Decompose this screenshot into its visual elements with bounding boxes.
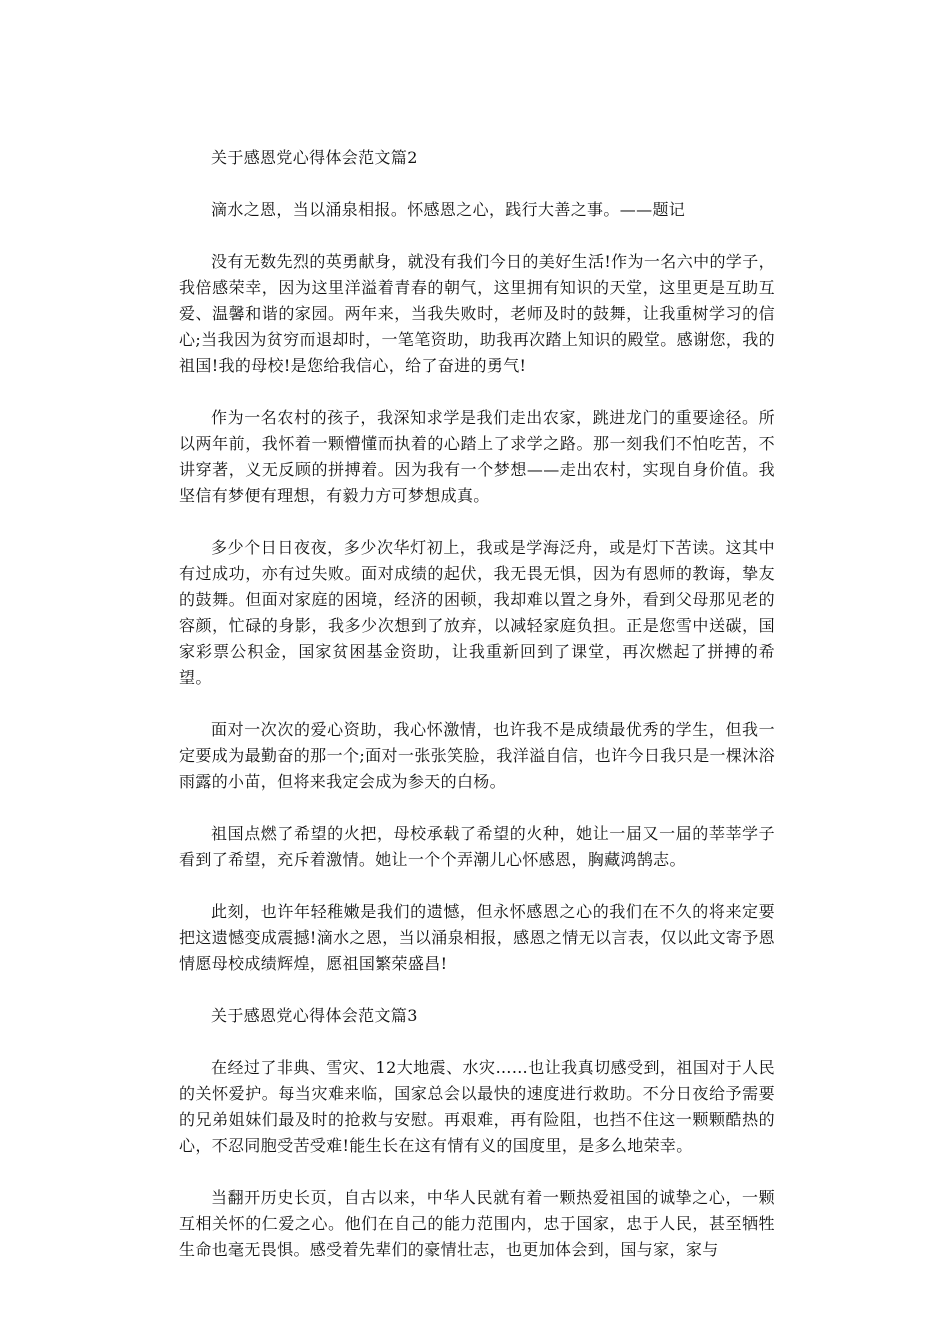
- section2-epigraph: 滴水之恩，当以涌泉相报。怀感恩之心，践行大善之事。——题记: [211, 200, 686, 219]
- section3-title: 关于感恩党心得体会范文篇3: [211, 1006, 418, 1025]
- section2-title: 关于感恩党心得体会范文篇2: [211, 148, 418, 167]
- section2-paragraph-6: 此刻，也许年轻稚嫩是我们的遗憾，但永怀感恩之心的我们在不久的将来定要把这遗憾变成震撼!滴水之恩，当以涌泉相报，感恩之情无以言表，仅以此文寄予恩情愿母校成绩辉煌，愿祖国繁荣盛昌!: [179, 902, 775, 973]
- section2-paragraph-1: 没有无数先烈的英勇献身，就没有我们今日的美好生活!作为一名六中的学子，我倍感荣幸，因为这里洋溢着青春的朝气，这里拥有知识的天堂，这里更是互助互爱、温馨和谐的家园。两年来，当我失败时，老师及时的鼓舞，让我重树学习的信心;当我因为贫穷而退却时，一笔笔资助，助我再次踏上知识的殿堂。感谢您，我的祖国!我的母校!是您给我信心，给了奋进的勇气!: [179, 252, 775, 375]
- document-body: [179, 145, 775, 1289]
- section2-paragraph-3: 多少个日日夜夜，多少次华灯初上，我或是学海泛舟，或是灯下苦读。这其中有过成功，亦有过失败。面对成绩的起伏，我无畏无惧，因为有恩师的教诲，挚友的鼓舞。但面对家庭的困境，经济的困顿，我却难以置之身外，看到父母那见老的容颜，忙碌的身影，我多少次想到了放弃，以减轻家庭负担。正是您雪中送碳，国家彩票公积金，国家贫困基金资助，让我重新回到了课堂，再次燃起了拼搏的希望。: [179, 538, 775, 687]
- section2-paragraph-4: 面对一次次的爱心资助，我心怀激情，也许我不是成绩最优秀的学生，但我一定要成为最勤奋的那一个;面对一张张笑脸，我洋溢自信，也许今日我只是一棵沐浴雨露的小苗，但将来我定会成为参天的白杨。: [179, 720, 775, 791]
- section2-paragraph-5: 祖国点燃了希望的火把，母校承载了希望的火种，她让一届又一届的莘莘学子看到了希望，充斥着激情。她让一个个弄潮儿心怀感恩，胸藏鸿鹄志。: [179, 824, 775, 869]
- section3-paragraph-2: 当翻开历史长页，自古以来，中华人民就有着一颗热爱祖国的诚挚之心，一颗互相关怀的仁爱之心。他们在自己的能力范围内，忠于国家，忠于人民，甚至牺牲生命也毫无畏惧。感受着先辈们的豪情壮志，也更加体会到，国与家，家与: [179, 1188, 775, 1259]
- section3-paragraph-1: 在经过了非典、雪灾、12大地震、水灾……也让我真切感受到，祖国对于人民的关怀爱护。每当灾难来临，国家总会以最快的速度进行救助。不分日夜给予需要的兄弟姐妹们最及时的抢救与安慰。再艰难，再有险阻，也挡不住这一颗颗酷热的心，不忍同胞受苦受难!能生长在这有情有义的国度里，是多么地荣幸。: [179, 1058, 775, 1155]
- section2-paragraph-2: 作为一名农村的孩子，我深知求学是我们走出农家，跳进龙门的重要途径。所以两年前，我怀着一颗懵懂而执着的心踏上了求学之路。那一刻我们不怕吃苦，不讲穿著，义无反顾的拼搏着。因为我有一个梦想——走出农村，实现自身价值。我坚信有梦便有理想，有毅力方可梦想成真。: [179, 408, 775, 505]
